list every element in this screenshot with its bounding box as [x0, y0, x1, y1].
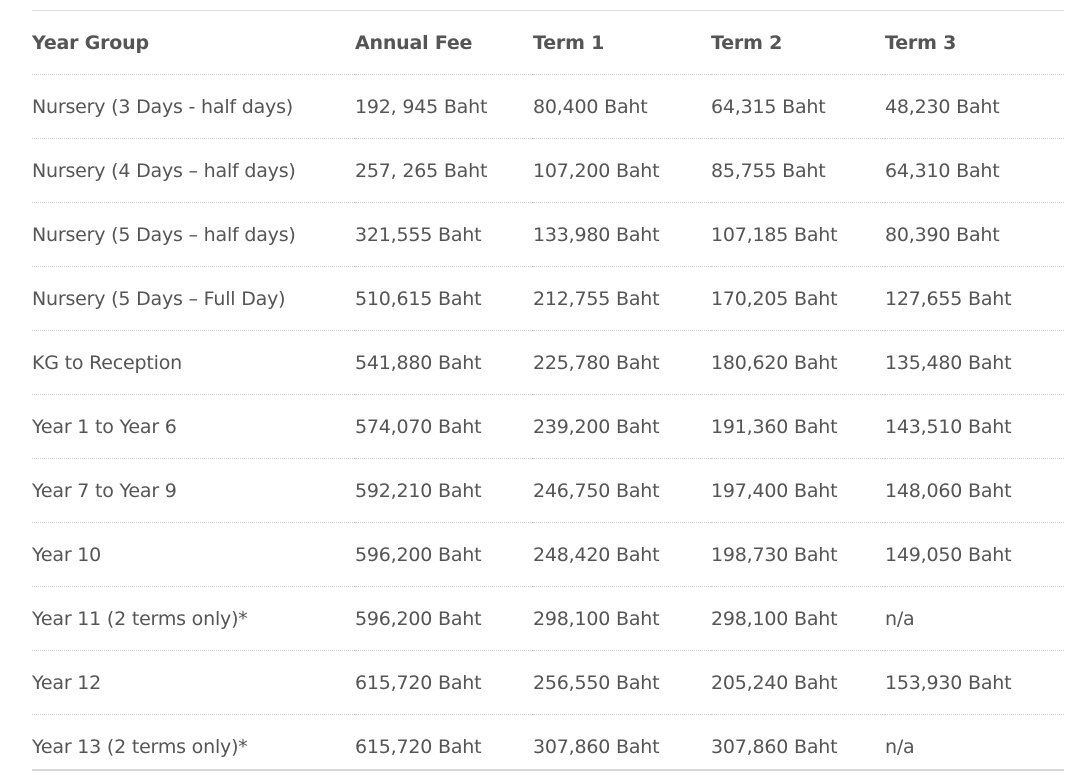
- cell-term-2: 191,360 Baht: [711, 395, 885, 459]
- cell-annual-fee: 192, 945 Baht: [355, 75, 533, 139]
- cell-annual-fee: 596,200 Baht: [355, 587, 533, 651]
- cell-term-3: 148,060 Baht: [885, 459, 1064, 523]
- table-row: [32, 139, 1064, 203]
- cell-term-3: 153,930 Baht: [885, 651, 1064, 715]
- table-bottom-divider: [32, 769, 1064, 771]
- cell-annual-fee: 510,615 Baht: [355, 267, 533, 331]
- cell-term-2: 107,185 Baht: [711, 203, 885, 267]
- cell-annual-fee: 541,880 Baht: [355, 331, 533, 395]
- cell-term-1: 298,100 Baht: [533, 587, 711, 651]
- cell-term-3: 149,050 Baht: [885, 523, 1064, 587]
- cell-term-2: 180,620 Baht: [711, 331, 885, 395]
- table-row: [32, 267, 1064, 331]
- cell-year-group: Year 10: [32, 523, 355, 587]
- cell-annual-fee: 321,555 Baht: [355, 203, 533, 267]
- cell-term-1: 80,400 Baht: [533, 75, 711, 139]
- cell-term-1: 107,200 Baht: [533, 139, 711, 203]
- cell-term-3: 80,390 Baht: [885, 203, 1064, 267]
- cell-term-2: 198,730 Baht: [711, 523, 885, 587]
- cell-term-3: n/a: [885, 587, 1064, 651]
- cell-year-group: Year 12: [32, 651, 355, 715]
- table-row: [32, 395, 1064, 459]
- table-row: [32, 331, 1064, 395]
- cell-term-2: 307,860 Baht: [711, 735, 838, 758]
- cell-annual-fee: 574,070 Baht: [355, 395, 533, 459]
- cell-year-group: Year 1 to Year 6: [32, 395, 355, 459]
- cell-term-2: 197,400 Baht: [711, 459, 885, 523]
- cell-term-1: 248,420 Baht: [533, 523, 711, 587]
- cell-year-group: Year 13 (2 terms only)*: [32, 735, 248, 758]
- cell-term-2: 170,205 Baht: [711, 267, 885, 331]
- cell-term-2: 85,755 Baht: [711, 139, 885, 203]
- cell-annual-fee: 592,210 Baht: [355, 459, 533, 523]
- cell-annual-fee: 615,720 Baht: [355, 651, 533, 715]
- cell-term-3: 48,230 Baht: [885, 75, 1064, 139]
- cell-annual-fee: 596,200 Baht: [355, 523, 533, 587]
- table-row: [32, 459, 1064, 523]
- table-header: [32, 11, 1064, 75]
- table-body: [32, 75, 1064, 779]
- cell-term-3: 143,510 Baht: [885, 395, 1064, 459]
- cell-term-2: 64,315 Baht: [711, 75, 885, 139]
- header-year-group: Year Group: [32, 11, 355, 75]
- cell-year-group: Nursery (4 Days – half days): [32, 139, 355, 203]
- cell-term-3: 135,480 Baht: [885, 331, 1064, 395]
- cell-year-group: Nursery (5 Days – half days): [32, 203, 355, 267]
- header-term-2: Term 2: [711, 11, 885, 75]
- cell-annual-fee: 257, 265 Baht: [355, 139, 533, 203]
- cell-term-2: 298,100 Baht: [711, 587, 885, 651]
- school-fees-table: [32, 11, 1064, 778]
- cell-annual-fee: 615,720 Baht: [355, 735, 482, 758]
- table-row: [32, 523, 1064, 587]
- cell-term-3: 127,655 Baht: [885, 267, 1064, 331]
- cell-term-3: n/a: [885, 735, 915, 758]
- header-annual-fee: Annual Fee: [355, 11, 533, 75]
- table-row: [32, 203, 1064, 267]
- cell-term-1: 239,200 Baht: [533, 395, 711, 459]
- cell-term-3: 64,310 Baht: [885, 139, 1064, 203]
- table-row: [32, 75, 1064, 139]
- cell-term-1: 225,780 Baht: [533, 331, 711, 395]
- table-row: [32, 651, 1064, 715]
- cell-term-2: 205,240 Baht: [711, 651, 885, 715]
- header-term-3: Term 3: [885, 11, 1064, 75]
- cell-term-1: 212,755 Baht: [533, 267, 711, 331]
- table-row: [32, 587, 1064, 651]
- cell-term-1: 256,550 Baht: [533, 651, 711, 715]
- cell-year-group: KG to Reception: [32, 331, 355, 395]
- cell-term-1: 307,860 Baht: [533, 735, 660, 758]
- header-row: [32, 11, 1064, 75]
- cell-year-group: Year 7 to Year 9: [32, 459, 355, 523]
- cell-term-1: 246,750 Baht: [533, 459, 711, 523]
- cell-year-group: Year 11 (2 terms only)*: [32, 587, 355, 651]
- cell-year-group: Nursery (5 Days – Full Day): [32, 267, 355, 331]
- cell-term-1: 133,980 Baht: [533, 203, 711, 267]
- header-term-1: Term 1: [533, 11, 711, 75]
- cell-year-group: Nursery (3 Days - half days): [32, 75, 355, 139]
